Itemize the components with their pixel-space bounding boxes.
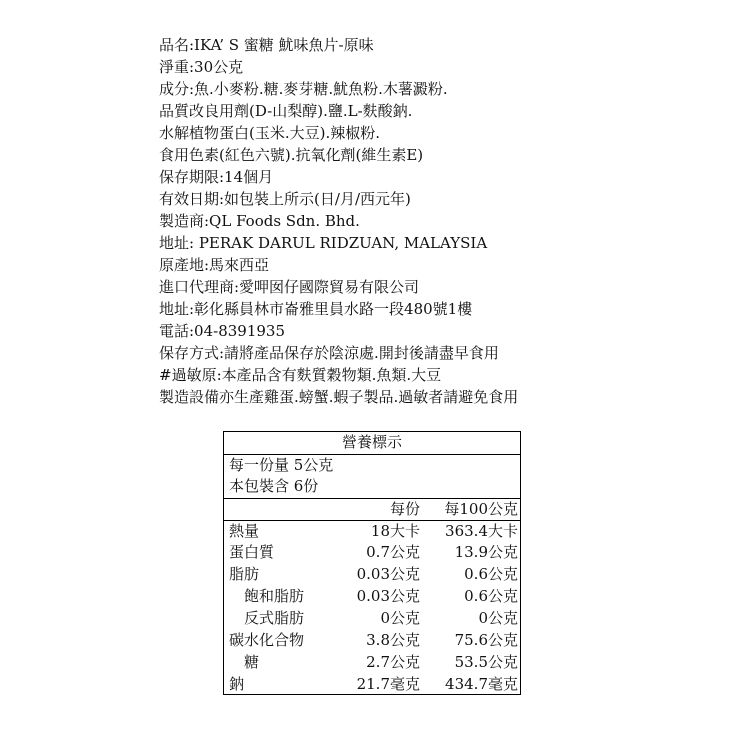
nutrient-per-serving: 0公克 [380, 609, 420, 627]
servings-per-pack-row [224, 476, 520, 498]
nutrient-name: 鈉 [229, 675, 245, 693]
nutrient-name: 熱量 [229, 522, 260, 540]
manufacturer-address-line: 地址: PERAK DARUL RIDZUAN, MALAYSIA [159, 234, 488, 252]
nutrient-per-serving: 2.7公克 [366, 653, 420, 671]
nutrient-row-trans-fat [224, 608, 520, 630]
expiry-date-line: 有效日期:如包裝上所示(日/月/西元年) [159, 190, 411, 208]
nutrient-row-sodium [224, 674, 520, 696]
ingredients-line-2: 品質改良用劑(D-山梨醇).鹽.L-麩酸鈉. [159, 102, 413, 120]
nutrient-per-serving: 21.7毫克 [356, 675, 420, 693]
nutrient-per-100g: 0.6公克 [464, 587, 518, 605]
serving-size-row [224, 454, 520, 476]
nutrient-per-100g: 53.5公克 [454, 653, 518, 671]
nutrient-per-serving: 18大卡 [370, 522, 420, 540]
nutrient-per-100g: 0.6公克 [464, 565, 518, 583]
nutrient-name: 蛋白質 [229, 543, 275, 561]
nutrient-name: 脂肪 [229, 565, 260, 583]
nutrient-row-fat [224, 564, 520, 586]
nutrient-row-carbohydrate [224, 630, 520, 652]
product-name-line: 品名:IKA’ S 蜜糖 魷味魚片-原味 [159, 36, 374, 54]
nutrient-name: 碳水化合物 [229, 631, 305, 649]
servings-per-pack-label: 本包裝含 6份 [229, 477, 319, 495]
phone-line: 電話:04-8391935 [159, 322, 286, 340]
nutrient-per-100g: 13.9公克 [454, 543, 518, 561]
importer-address-line: 地址:彰化縣員林市崙雅里員水路一段480號1樓 [159, 300, 473, 318]
per-100g-header: 每100公克 [444, 500, 518, 518]
serving-size-label: 每一份量 5公克 [229, 456, 334, 474]
nutrition-facts-table [223, 431, 521, 695]
nutrient-row-protein [224, 542, 520, 564]
nutrient-per-100g: 434.7毫克 [445, 675, 518, 693]
nutrition-title: 營養標示 [341, 433, 402, 451]
nutrient-name: 飽和脂肪 [244, 587, 305, 605]
nutrient-name: 反式脂肪 [244, 609, 305, 627]
nutrient-per-serving: 0.7公克 [366, 543, 420, 561]
ingredients-line-4: 食用色素(紅色六號).抗氧化劑(維生素E) [159, 146, 424, 164]
storage-line: 保存方式:請將產品保存於陰涼處.開封後請盡早食用 [159, 344, 499, 362]
net-weight-line: 淨重:30公克 [159, 58, 244, 76]
nutrient-per-100g: 0公克 [478, 609, 518, 627]
nutrient-per-100g: 363.4大卡 [445, 522, 518, 540]
product-label-text [159, 34, 719, 408]
per-serving-header: 每份 [389, 500, 420, 518]
shelf-life-line: 保存期限:14個月 [159, 168, 274, 186]
ingredients-line-3: 水解植物蛋白(玉米.大豆).辣椒粉. [159, 124, 381, 142]
nutrient-per-serving: 0.03公克 [356, 587, 420, 605]
nutrient-per-serving: 0.03公克 [356, 565, 420, 583]
origin-line: 原產地:馬來西亞 [159, 256, 270, 274]
allergen-line: #過敏原:本產品含有麩質穀物類.魚類.大豆 [159, 366, 442, 384]
allergen-facility-line: 製造設備亦生產雞蛋.螃蟹.蝦子製品.過敏者請避免食用 [159, 388, 519, 406]
nutrient-row-sugar [224, 652, 520, 674]
nutrient-per-100g: 75.6公克 [454, 631, 518, 649]
ingredients-line-1: 成分:魚.小麥粉.糖.麥芽糖.魷魚粉.木薯澱粉. [159, 80, 448, 98]
manufacturer-line: 製造商:QL Foods Sdn. Bhd. [159, 212, 360, 230]
column-header-row [224, 498, 520, 520]
nutrient-name: 糖 [244, 653, 260, 671]
nutrient-row-energy [224, 520, 520, 542]
importer-line: 進口代理商:愛呷囡仔國際貿易有限公司 [159, 278, 420, 296]
nutrient-per-serving: 3.8公克 [366, 631, 420, 649]
nutrient-row-saturated-fat [224, 586, 520, 608]
